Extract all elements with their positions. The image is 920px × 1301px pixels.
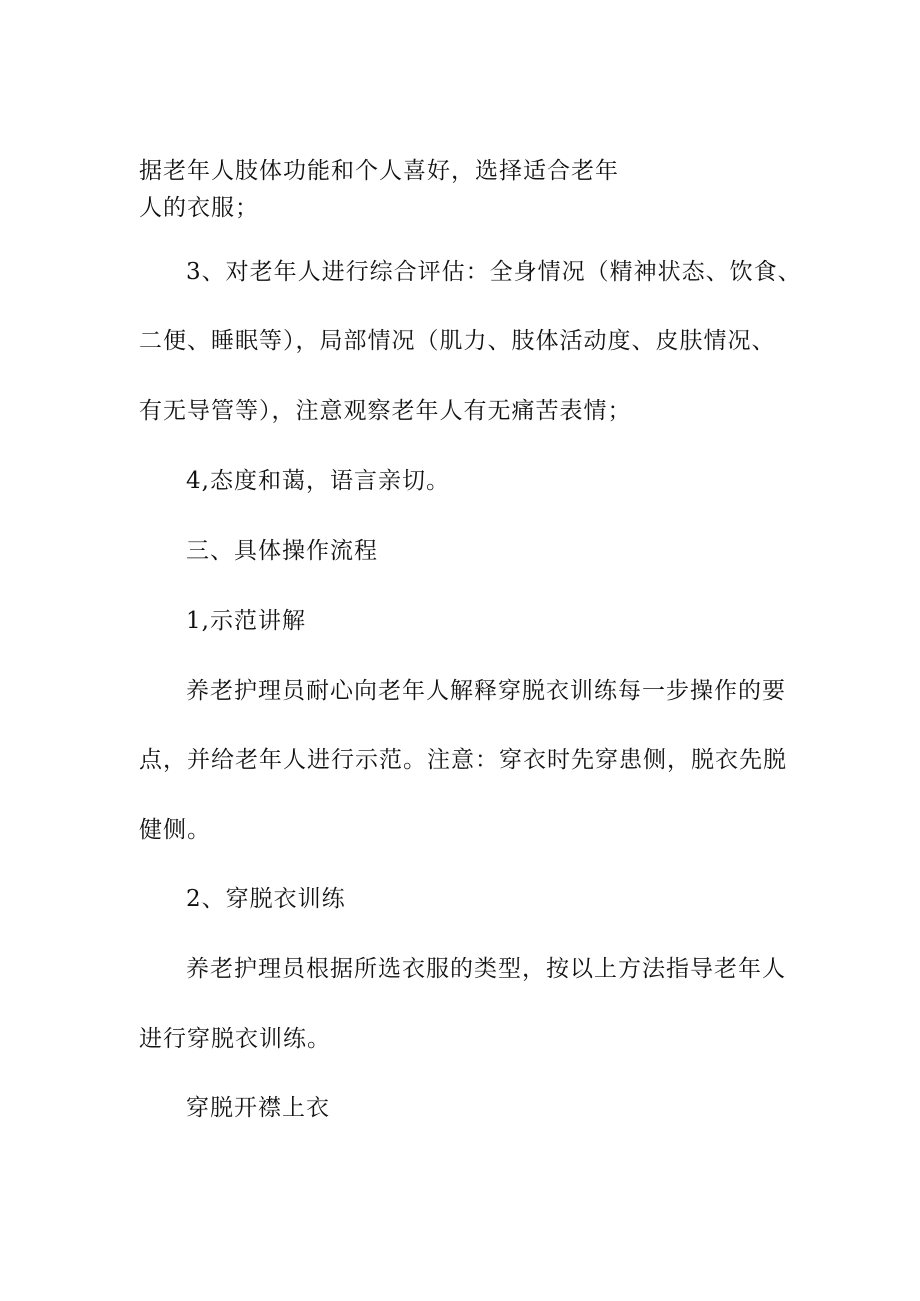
paragraph-line: 养老护理员耐心向老年人解释穿脱衣训练每一步操作的要 (186, 678, 786, 704)
paragraph-line: 人的衣服； (139, 195, 259, 221)
paragraph-line: 有无导管等），注意观察老年人有无痛苦表情； (139, 398, 632, 424)
paragraph-line: 二便、睡眠等），局部情况（肌力、肢体活动度、皮肤情况、 (139, 328, 776, 354)
paragraph-line: 点，并给老年人进行示范。注意：穿衣时先穿患侧，脱衣先脱 (139, 747, 787, 773)
subsection-heading: 1,示范讲解 (186, 608, 306, 634)
paragraph-line: 3、对老年人进行综合评估：全身情况（精神状态、饮食、 (186, 259, 802, 285)
paragraph-line: 养老护理员根据所选衣服的类型，按以上方法指导老年人 (186, 956, 786, 982)
section-heading: 三、具体操作流程 (186, 538, 378, 564)
paragraph-line: 据老年人肢体功能和个人喜好，选择适合老年 (139, 158, 619, 184)
paragraph-line: 健侧。 (139, 817, 211, 843)
paragraph-line: 4,态度和蔼，语言亲切。 (186, 468, 450, 494)
subsection-heading: 2、穿脱衣训练 (186, 886, 346, 912)
paragraph-line: 进行穿脱衣训练。 (139, 1026, 331, 1052)
paragraph-line: 穿脱开襟上衣 (186, 1095, 330, 1121)
